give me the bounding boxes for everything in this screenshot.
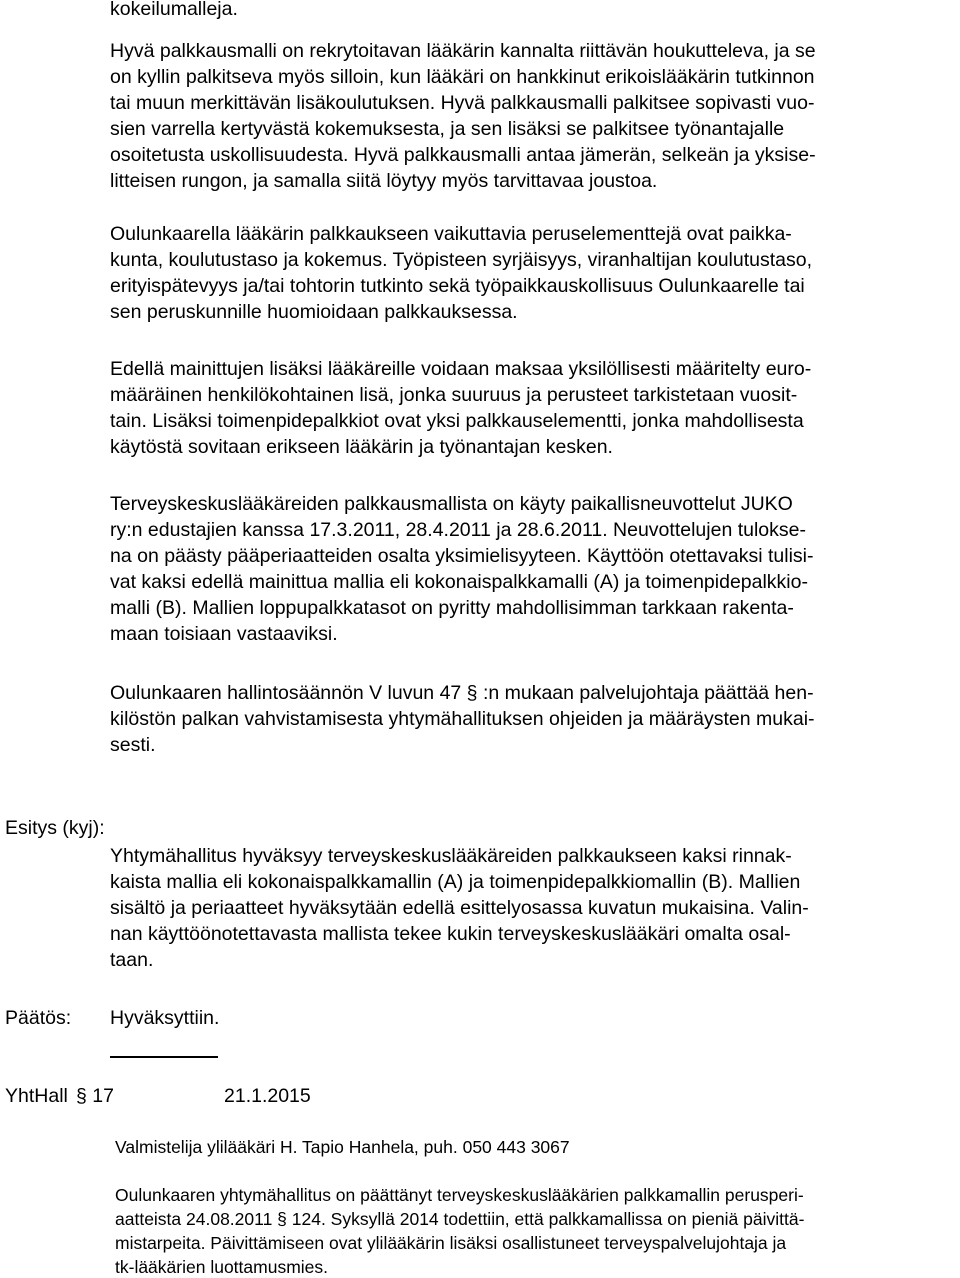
paragraph-line: osoitetusta uskollisuudesta. Hyvä palkkausmalli antaa jämerän, selkeän ja yksise- bbox=[110, 144, 816, 166]
closing-line: Oulunkaaren yhtymähallitus on päättänyt terveyskeskuslääkärien palkkamallin perusperi- bbox=[115, 1185, 804, 1205]
proposal-line: Yhtymähallitus hyväksyy terveyskeskuslääkäreiden palkkaukseen kaksi rinnak- bbox=[110, 845, 792, 867]
paragraph-line: litteisen rungon, ja samalla siitä löytyy myös tarvittavaa joustoa. bbox=[110, 170, 658, 192]
paragraph-line: tai muun merkittävän lisäkoulutuksen. Hyvä palkkausmalli palkitsee sopivasti vuo- bbox=[110, 92, 815, 114]
paragraph-line: erityispätevyys ja/tai tohtorin tutkinto sekä työpaikkauskollisuus Oulunkaarelle tai bbox=[110, 275, 805, 297]
proposal-line: kaista mallia eli kokonaispalkkamallin (A) ja toimenpidepalkkiomallin (B). Mallien bbox=[110, 871, 801, 893]
closing-line: tk-lääkärien luottamusmies. bbox=[115, 1257, 328, 1277]
paragraph-line: sesti. bbox=[110, 734, 156, 756]
paragraph-line: on kyllin palkitseva myös silloin, kun lääkäri on hankkinut erikoislääkärin tutkinnon bbox=[110, 66, 815, 88]
paragraph-line: Hyvä palkkausmalli on rekrytoitavan lääkärin kannalta riittävän houkutteleva, ja se bbox=[110, 40, 816, 62]
decision-label: Päätös: bbox=[5, 1007, 72, 1029]
paragraph-line: Edellä mainittujen lisäksi lääkäreille voidaan maksaa yksilöllisesti määritelty euro- bbox=[110, 358, 812, 380]
paragraph-line: määräinen henkilökohtainen lisä, jonka suuruus ja perusteet tarkistetaan vuosit- bbox=[110, 384, 798, 406]
proposal-label: Esitys (kyj): bbox=[5, 817, 105, 839]
decision-text: Hyväksyttiin. bbox=[110, 1007, 220, 1029]
proposal-line: sisältö ja periaatteet hyväksytään edellä esittelyosassa kuvatun mukaisina. Valin- bbox=[110, 897, 809, 919]
paragraph-line: kilöstön palkan vahvistamisesta yhtymähallituksen ohjeiden ja määräysten mukai- bbox=[110, 708, 815, 730]
proposal-line: nan käyttöönotettavasta mallista tekee kukin terveyskeskuslääkäri omalta osal- bbox=[110, 923, 791, 945]
preparer-info: Valmistelija ylilääkäri H. Tapio Hanhela, puh. 050 443 3067 bbox=[115, 1137, 570, 1157]
paragraph-line: vat kaksi edellä mainittua mallia eli kokonaispalkkamalli (A) ja toimenpidepalkkio- bbox=[110, 571, 808, 593]
paragraph-line: tain. Lisäksi toimenpidepalkkiot ovat yksi palkkauselementti, jonka mahdollisesta bbox=[110, 410, 804, 432]
paragraph-line: sen peruskunnille huomioidaan palkkauksessa. bbox=[110, 301, 518, 323]
top-fragment: kokeilumalleja. bbox=[110, 0, 238, 20]
closing-line: mistarpeita. Päivittämiseen ovat ylilääkärin lisäksi osallistuneet terveyspalvelujohtaja ja bbox=[115, 1233, 787, 1253]
paragraph-line: Oulunkaaren hallintosäännön V luvun 47 § :n mukaan palvelujohtaja päättää hen- bbox=[110, 682, 814, 704]
meeting-date: 21.1.2015 bbox=[224, 1085, 311, 1107]
paragraph-line: sien varrella kertyvästä kokemuksesta, ja sen lisäksi se palkitsee työnantajalle bbox=[110, 118, 785, 140]
paragraph-line: na on päästy pääperiaatteiden osalta yksimielisyyteen. Käyttöön otettavaksi tulisi- bbox=[110, 545, 814, 567]
paragraph-line: maan toisiaan vastaaviksi. bbox=[110, 623, 338, 645]
closing-line: aatteista 24.08.2011 § 124. Syksyllä 2014 todettiin, että palkkamallissa on pieniä päivittä- bbox=[115, 1209, 805, 1229]
paragraph-line: Terveyskeskuslääkäreiden palkkausmallista on käyty paikallisneuvottelut JUKO bbox=[110, 493, 793, 515]
paragraph-line: kunta, koulutustaso ja kokemus. Työpisteen syrjäisyys, viranhaltijan koulutustaso, bbox=[110, 249, 812, 271]
meeting-body: YhtHall bbox=[5, 1085, 68, 1107]
paragraph-line: Oulunkaarella lääkärin palkkaukseen vaikuttavia peruselementtejä ovat paikka- bbox=[110, 223, 792, 245]
paragraph-line: ry:n edustajien kanssa 17.3.2011, 28.4.2011 ja 28.6.2011. Neuvottelujen tulokse- bbox=[110, 519, 806, 541]
meeting-section: § 17 bbox=[76, 1085, 114, 1107]
signature-divider bbox=[110, 1056, 218, 1058]
paragraph-line: käytöstä sovitaan erikseen lääkärin ja työnantajan kesken. bbox=[110, 436, 613, 458]
proposal-line: taan. bbox=[110, 949, 154, 971]
paragraph-line: malli (B). Mallien loppupalkkatasot on pyritty mahdollisimman tarkkaan rakenta- bbox=[110, 597, 794, 619]
